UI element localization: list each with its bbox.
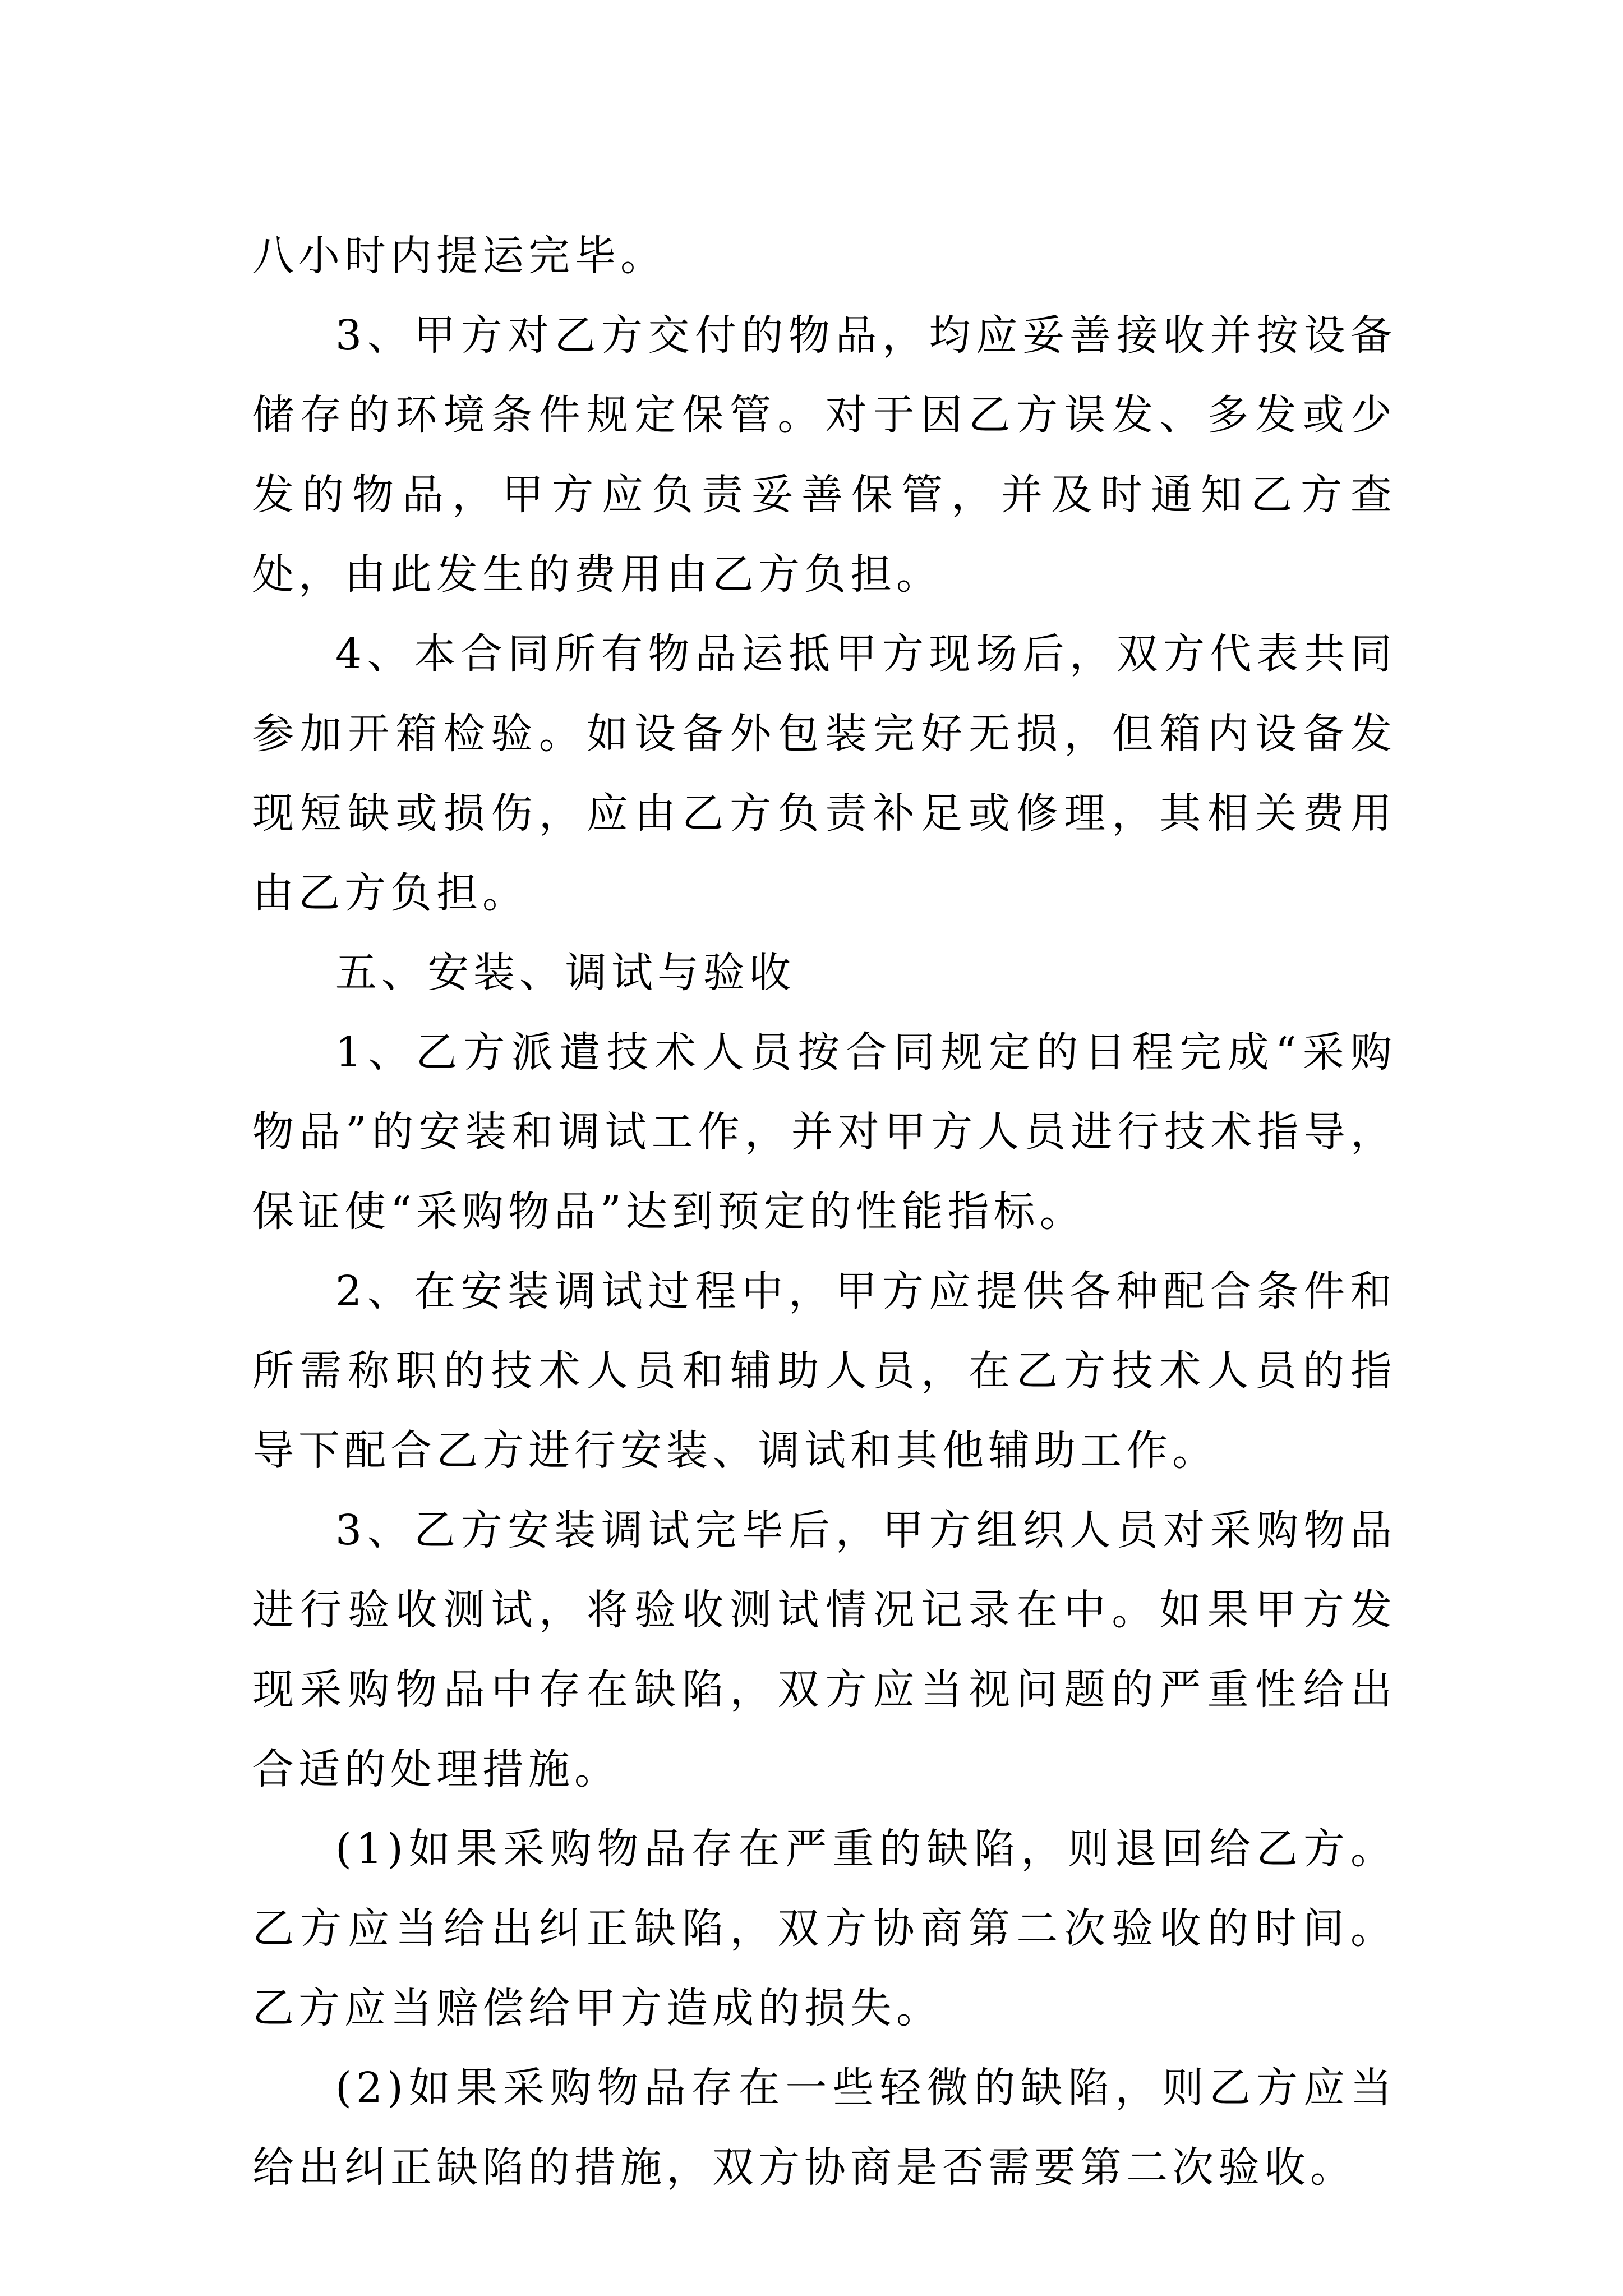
- paragraph-clause-3-storage: 3、甲方对乙方交付的物品，均应妥善接收并按设备储存的环境条件规定保管。对于因乙方误发、多发或少发的物品，甲方应负责妥善保管，并及时通知乙方查处，由此发生的费用由乙方负担。: [252, 311, 1396, 599]
- paragraph-continuation: 八小时内提运完毕。: [252, 232, 666, 280]
- paragraph-clause-4-inspection: 4、本合同所有物品运抵甲方现场后，双方代表共同参加开箱检验。如设备外包装完好无损，但箱内设备发现短缺或损伤，应由乙方负责补足或修理，其相关费用由乙方负担。: [252, 630, 1396, 917]
- document-body: [252, 216, 1396, 2207]
- paragraph-item-2-minor-defects: (2)如果采购物品存在一些轻微的缺陷，则乙方应当给出纠正缺陷的措施，双方协商是否需要第二次验收。: [252, 2064, 1396, 2192]
- section-heading-installation: 五、安装、调试与验收: [335, 949, 795, 997]
- paragraph-clause-1-technicians: 1、乙方派遣技术人员按合同规定的日程完成“采购物品”的安装和调试工作，并对甲方人员进行技术指导，保证使“采购物品”达到预定的性能指标。: [252, 1028, 1396, 1236]
- paragraph-clause-3-acceptance: 3、乙方安装调试完毕后，甲方组织人员对采购物品进行验收测试，将验收测试情况记录在中。如果甲方发现采购物品中存在缺陷，双方应当视问题的严重性给出合适的处理措施。: [252, 1506, 1396, 1793]
- paragraph-clause-2-cooperation: 2、在安装调试过程中，甲方应提供各种配合条件和所需称职的技术人员和辅助人员，在乙方技术人员的指导下配合乙方进行安装、调试和其他辅助工作。: [252, 1267, 1396, 1475]
- paragraph-item-1-serious-defects: (1)如果采购物品存在严重的缺陷，则退回给乙方。乙方应当给出纠正缺陷，双方协商第二次验收的时间。乙方应当赔偿给甲方造成的损失。: [252, 1825, 1396, 2032]
